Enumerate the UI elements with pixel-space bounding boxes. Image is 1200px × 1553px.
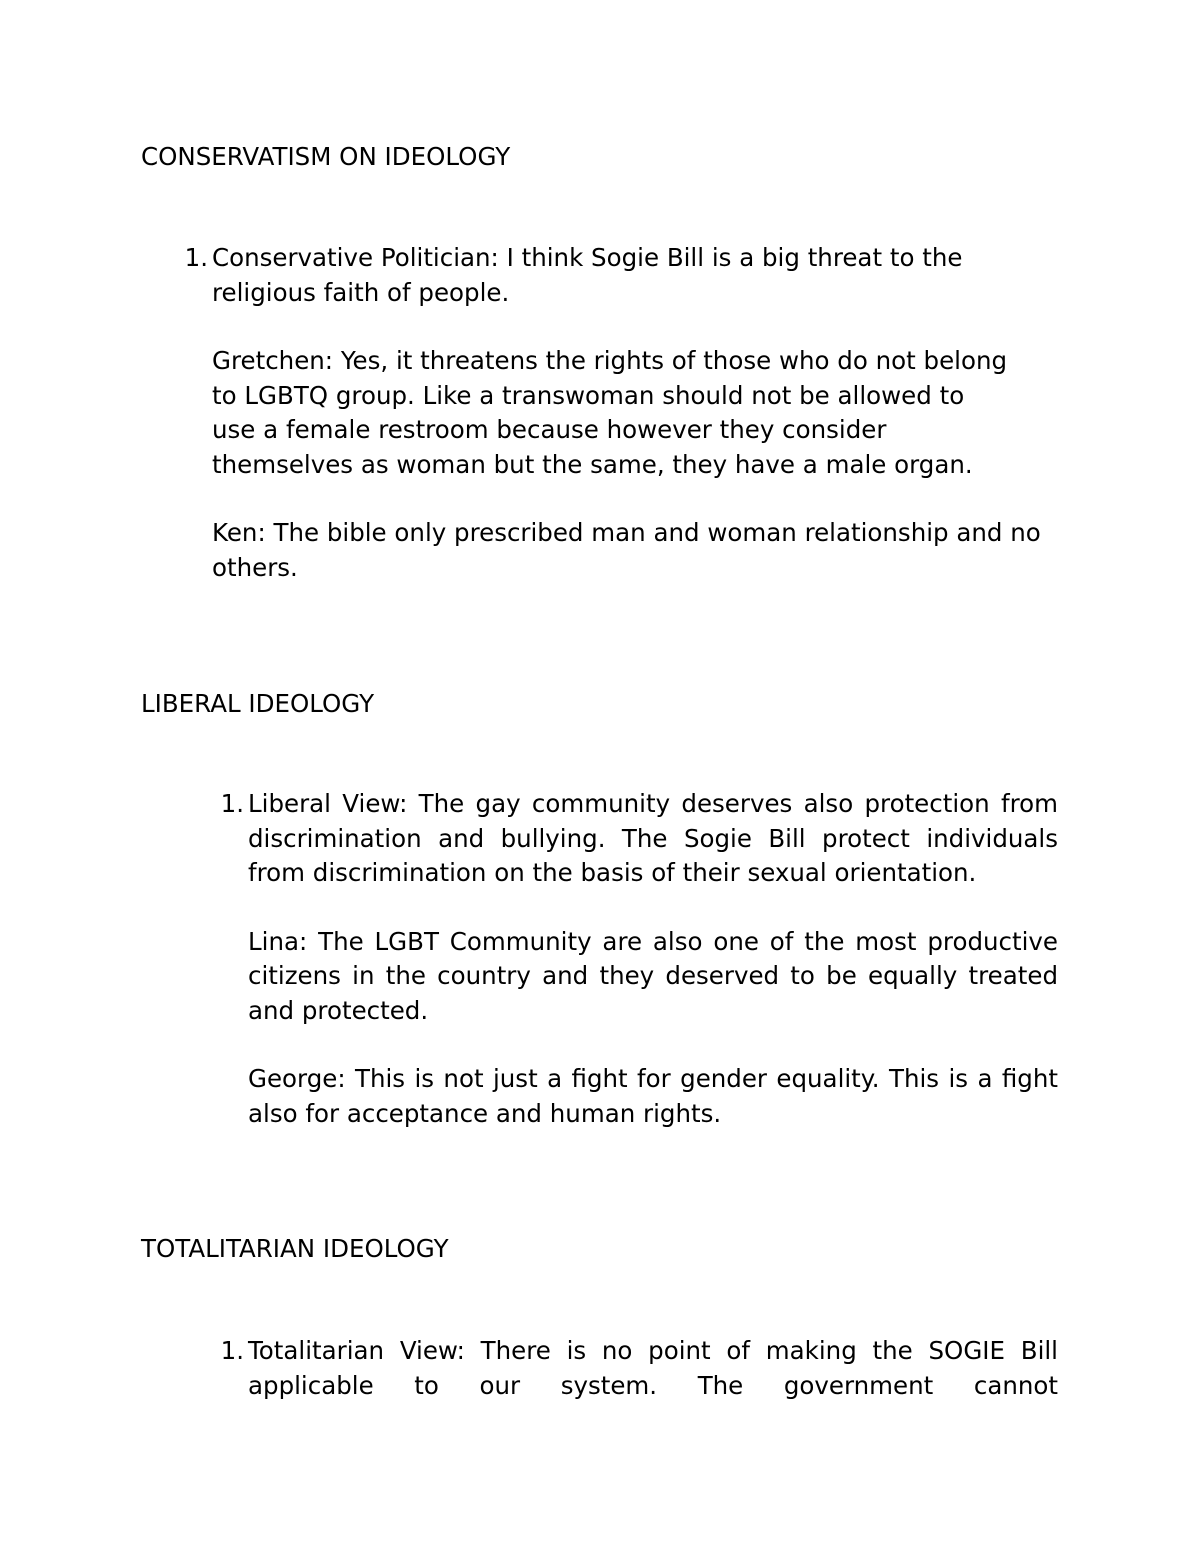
paragraph-conservative-politician: Conservative Politician: I think Sogie Bill is a big threat to the religious faith of people.: [212, 243, 963, 307]
list-number: 1.: [220, 789, 244, 818]
section-heading-totalitarian: TOTALITARIAN IDEOLOGY: [141, 1234, 449, 1263]
section-heading-liberal: LIBERAL IDEOLOGY: [141, 689, 375, 718]
paragraph-lina: Lina: The LGBT Community are also one of the most productive citizens in the country and they deserved to be equally treated and protected.: [248, 926, 1058, 1025]
list-item-conservatism-1: [168, 241, 1053, 619]
list-item-liberal-1: [204, 787, 1058, 1165]
list-number: 1.: [220, 1336, 244, 1365]
list-item-totalitarian-1: [204, 1334, 1058, 1437]
paragraph-ken: Ken: The bible only prescribed man and woman relationship and no others.: [212, 518, 1041, 582]
paragraph-liberal-view: Liberal View: The gay community deserves also protection from discrimination and bullying. The Sogie Bill protect individuals from discrimination on the basis of their sexual orientation.: [248, 789, 1058, 887]
paragraph-gretchen: Gretchen: Yes, it threatens the rights of those who do not belong to LGBTQ group. Like a transwoman should not be allowed to use a female restroom because however they consider themselves as woman but the same, they have a male organ.: [212, 346, 1008, 479]
paragraph-totalitarian-view: Totalitarian View: There is no point of making the SOGIE Bill applicable to our system. The government cannot: [248, 1336, 1058, 1400]
list-number: 1.: [184, 243, 208, 272]
section-heading-conservatism: CONSERVATISM ON IDEOLOGY: [141, 142, 511, 171]
paragraph-george: George: This is not just a fight for gender equality. This is a fight also for acceptance and human rights.: [248, 1064, 1058, 1128]
